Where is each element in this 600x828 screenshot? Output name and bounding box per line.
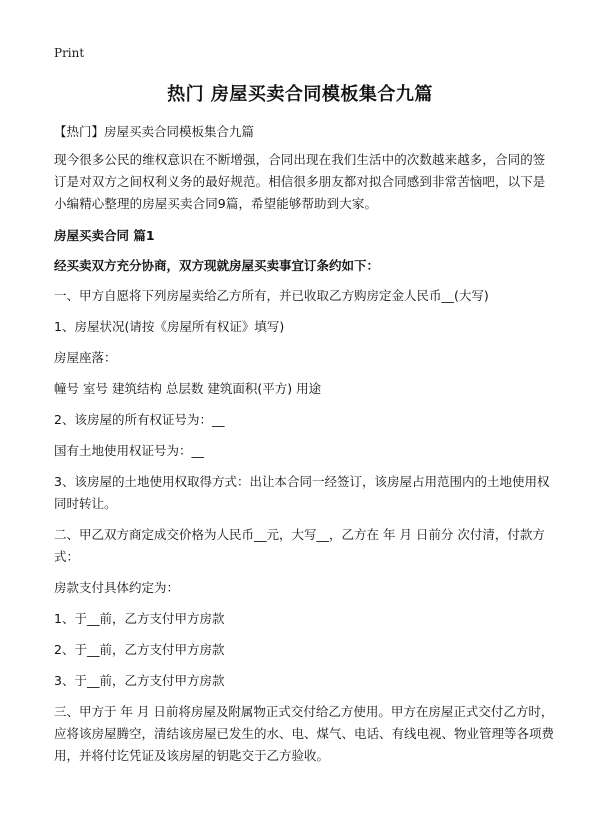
clause-paragraph: 1、于__前，乙方支付甲方房款	[54, 611, 225, 626]
print-label[interactable]: Print	[54, 46, 85, 60]
document-title: 热门 房屋买卖合同模板集合九篇	[167, 84, 433, 105]
clause-paragraph: 二、甲乙双方商定成交价格为人民币__元，大写__，乙方在 年 月 日前分 次付清，付款方式：	[54, 527, 545, 564]
clause-paragraph: 2、该房屋的所有权证号为：__	[54, 412, 225, 427]
document-body	[54, 121, 554, 776]
clause-paragraph: 房屋座落：	[54, 350, 117, 365]
document-subtitle: 【热门】房屋买卖合同模板集合九篇	[54, 124, 255, 139]
clause-paragraph: 幢号 室号 建筑结构 总层数 建筑面积(平方) 用途	[54, 381, 322, 396]
agreement-lead: 经买卖双方充分协商，双方现就房屋买卖事宜订条约如下：	[54, 258, 380, 273]
section-title: 房屋买卖合同 篇1	[54, 228, 155, 243]
clause-paragraph: 三、甲方于 年 月 日前将房屋及附属物正式交付给乙方使用。甲方在房屋正式交付乙方时，应将该房屋腾空，清结该房屋已发生的水、电、煤气、电话、有线电视、物业管理等各项费用，并将付讫凭证及该房屋的钥匙交于乙方验收。	[54, 704, 555, 763]
intro-paragraph: 现今很多公民的维权意识在不断增强，合同出现在我们生活中的次数越来越多，合同的签订是对双方之间权利义务的最好规范。相信很多朋友都对拟合同感到非常苦恼吧，以下是小编精心整理的房屋买卖合同9篇，希望能够帮助到大家。	[54, 152, 546, 211]
clause-paragraph: 3、于__前，乙方支付甲方房款	[54, 673, 225, 688]
clause-paragraph: 3、该房屋的土地使用权取得方式：出让本合同一经签订，该房屋占用范围内的土地使用权同时转让。	[54, 474, 550, 511]
clause-paragraph: 一、甲方自愿将下列房屋卖给乙方所有，并已收取乙方购房定金人民币__(大写)	[54, 288, 489, 303]
clause-paragraph: 房款支付具体约定为：	[54, 580, 180, 595]
clause-paragraph: 国有土地使用权证号为：__	[54, 443, 205, 458]
clause-paragraph: 1、房屋状况(请按《房屋所有权证》填写)	[54, 319, 285, 334]
clause-paragraph: 2、于__前，乙方支付甲方房款	[54, 642, 225, 657]
